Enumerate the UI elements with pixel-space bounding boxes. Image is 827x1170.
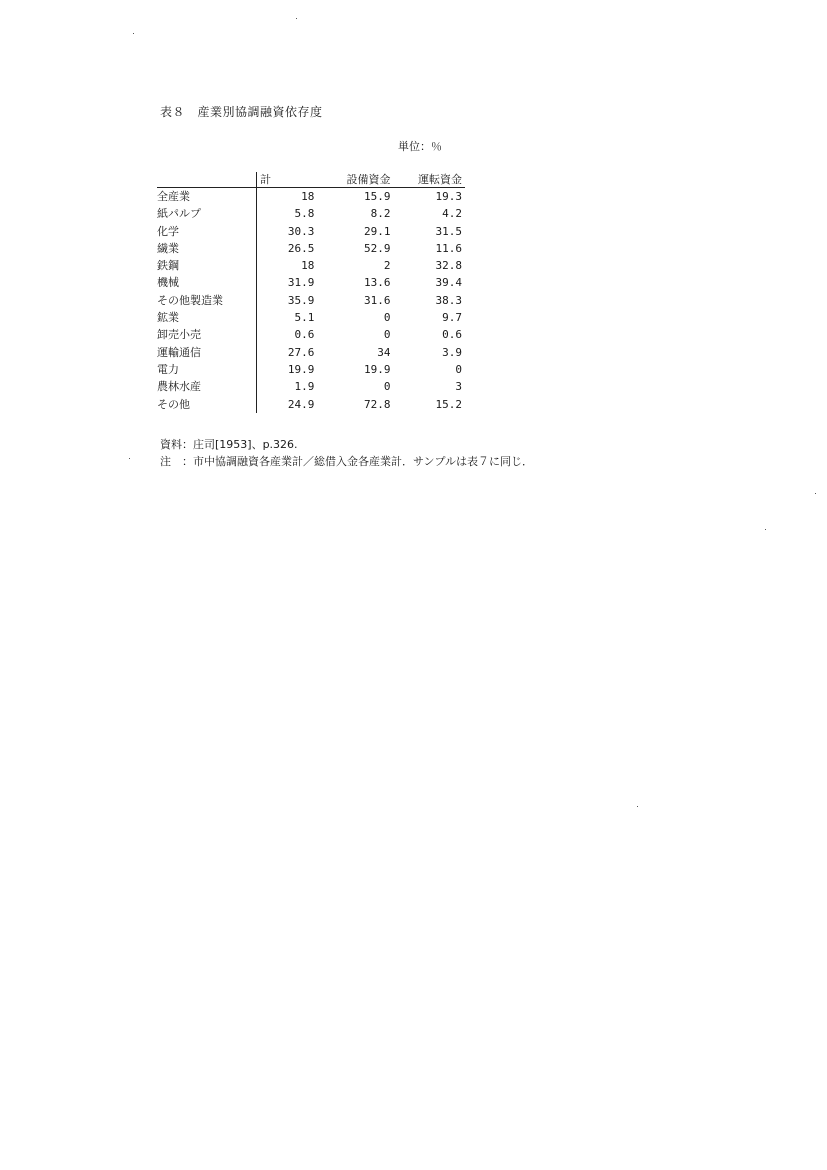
scan-speck [637,806,638,807]
cell-operating: 9.7 [442,311,462,325]
cell-total: 24.9 [257,396,315,413]
cell-operating: 0 [455,362,462,376]
cell-equipment: 19.9 [364,362,391,376]
cell-equipment: 0 [383,380,391,394]
row-label: 運輸通信 [157,345,201,359]
row-label: 機械 [157,276,179,290]
cell-equipment: 15.9 [364,190,391,203]
row-label: 鉱業 [157,311,179,325]
cell-total: 18 [257,257,315,274]
table-row [157,344,465,361]
cell-total: 5.8 [257,205,315,222]
table-title: 表８ 産業別協調融資依存度 [160,105,323,119]
cell-operating: 11.6 [435,241,462,255]
row-label: 農林水産 [157,380,201,394]
scan-speck [129,458,130,459]
cell-total: 27.6 [257,344,315,361]
cell-total: 19.9 [257,361,315,378]
scan-speck [133,33,134,34]
scan-speck [765,529,766,530]
cell-operating: 3 [455,380,462,394]
table-row [157,223,465,240]
table-notes [160,436,533,470]
cell-equipment: 34 [377,345,391,359]
table-row [157,361,465,378]
row-label: 化学 [157,224,179,238]
header-operating: 運転資金 [391,172,465,188]
table-row [157,205,465,222]
cell-equipment: 2 [383,259,391,273]
cell-operating: 31.5 [435,224,462,238]
row-label: その他製造業 [157,293,223,307]
cell-total: 18 [257,188,315,206]
cell-equipment: 31.6 [364,293,391,307]
cell-equipment: 0 [383,311,391,325]
cell-operating: 39.4 [435,276,462,290]
cell-operating: 19.3 [435,190,462,203]
cell-operating: 4.2 [442,207,462,221]
table-row [157,274,465,291]
cell-total: 35.9 [257,292,315,309]
cell-equipment: 72.8 [364,397,391,411]
cell-operating: 3.9 [442,345,462,359]
cell-total: 30.3 [257,223,315,240]
table-row [157,309,465,326]
unit-label: 単位：％ [398,140,442,153]
cell-equipment: 52.9 [364,241,391,255]
row-label: 紙パルプ [157,207,201,221]
table-row [157,257,465,274]
cell-operating: 15.2 [435,397,462,411]
table-row [157,240,465,257]
row-label: 鉄鋼 [157,259,179,273]
table-row [157,326,465,343]
cell-operating: 38.3 [435,293,462,307]
footnote: 注 ：市中協調融資各産業計／総借入金各産業計．サンプルは表７に同じ． [160,455,534,468]
table-row [157,188,465,206]
header-equipment: 設備資金 [314,172,390,188]
row-label: 繊業 [157,241,179,255]
cell-total: 31.9 [257,274,315,291]
header-label [157,172,257,188]
cell-equipment: 29.1 [364,224,391,238]
scan-speck [296,18,297,19]
cell-operating: 0.6 [442,328,462,342]
cell-equipment: 0 [383,328,391,342]
cell-equipment: 8.2 [370,207,391,221]
table-row [157,292,465,309]
table-header-row [157,172,465,188]
table-row [157,378,465,395]
row-label: 全産業 [157,190,190,203]
cell-total: 5.1 [257,309,315,326]
source-note: 資料：庄司[1953]、p.326. [160,438,298,451]
cell-equipment: 13.6 [364,276,391,290]
cell-total: 0.6 [257,326,315,343]
header-total: 計 [257,172,315,188]
cell-total: 26.5 [257,240,315,257]
scan-speck [815,493,816,494]
cell-total: 1.9 [257,378,315,395]
cell-operating: 32.8 [435,259,462,273]
row-label: 電力 [157,362,179,376]
table-row [157,396,465,413]
row-label: 卸売小売 [157,328,201,342]
data-table [157,172,465,413]
row-label: その他 [157,397,190,411]
